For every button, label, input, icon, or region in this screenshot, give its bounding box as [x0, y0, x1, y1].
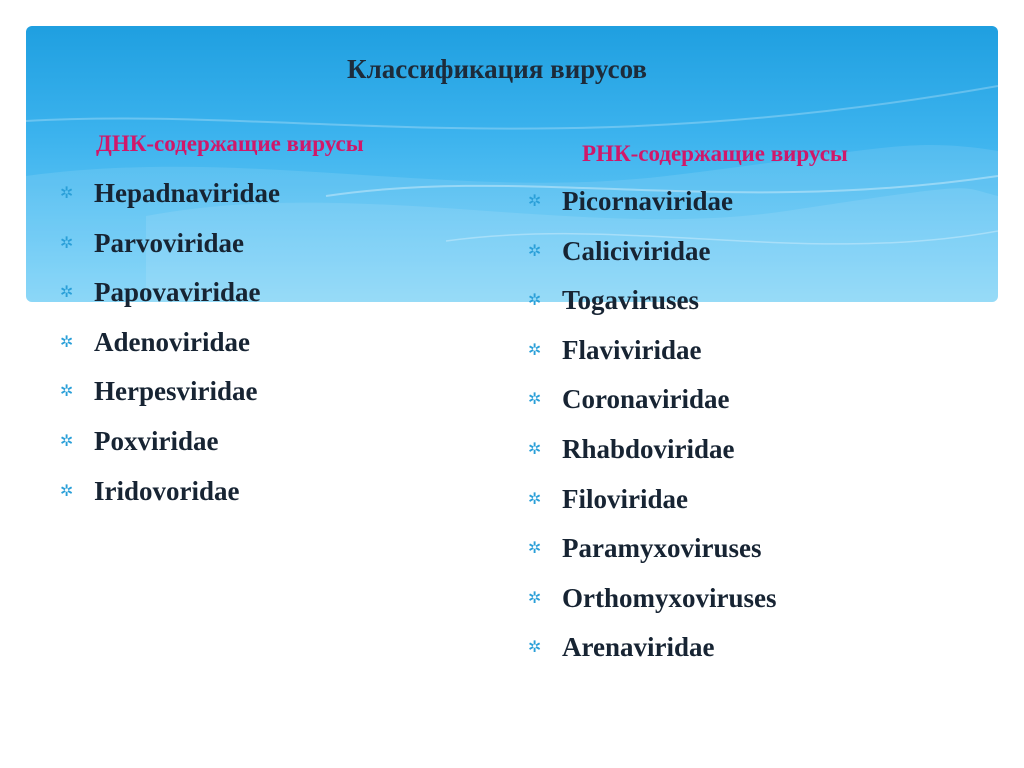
list-item — [60, 420, 280, 470]
bullet-icon: ✲ — [60, 430, 74, 450]
virus-name: Coronaviridae — [562, 384, 730, 415]
rna-virus-list — [528, 180, 776, 676]
virus-name: Parvoviridae — [94, 227, 244, 258]
bullet-icon: ✲ — [528, 637, 542, 657]
bullet-icon: ✲ — [60, 381, 74, 401]
rna-viruses-heading: РНК-содержащие вирусы — [582, 141, 848, 166]
bullet-icon: ✲ — [528, 438, 542, 458]
virus-name: Picornaviridae — [562, 186, 733, 216]
list-item — [528, 478, 776, 528]
bullet-icon: ✲ — [60, 232, 74, 252]
bullet-icon: ✲ — [528, 339, 542, 359]
list-item — [528, 626, 776, 676]
bullet-icon: ✲ — [60, 282, 74, 302]
virus-name: Flaviviridae — [562, 334, 702, 365]
bullet-icon: ✲ — [528, 587, 542, 607]
bullet-icon: ✲ — [60, 183, 74, 202]
bullet-icon: ✲ — [60, 480, 74, 500]
list-item — [528, 279, 776, 329]
virus-name: Rhabdoviridae — [562, 433, 735, 464]
list-item — [60, 271, 280, 321]
list-item — [60, 222, 280, 272]
virus-name: Iridovoridae — [94, 475, 240, 506]
slide-title: Классификация вирусов — [347, 54, 647, 84]
list-item — [60, 321, 280, 371]
bullet-icon: ✲ — [528, 240, 542, 260]
virus-name: Poxviridae — [94, 425, 219, 456]
bullet-icon: ✲ — [528, 538, 542, 558]
list-item — [528, 428, 776, 478]
bullet-icon: ✲ — [60, 331, 74, 351]
list-item — [528, 378, 776, 428]
list-item — [528, 329, 776, 379]
virus-name: Herpesviridae — [94, 376, 258, 407]
virus-name: Caliciviridae — [562, 235, 711, 266]
dna-viruses-heading: ДНК-содержащие вирусы — [96, 131, 364, 156]
virus-name: Paramyxoviruses — [562, 533, 762, 564]
virus-name: Papovaviridae — [94, 277, 261, 308]
bullet-icon: ✲ — [528, 191, 542, 210]
bullet-icon: ✲ — [528, 290, 542, 310]
virus-name: Orthomyxoviruses — [562, 582, 777, 613]
list-item — [60, 470, 280, 520]
list-item — [528, 527, 776, 577]
virus-name: Hepadnaviridae — [94, 178, 281, 208]
virus-name: Togaviruses — [562, 285, 700, 316]
list-item — [528, 230, 776, 280]
list-item — [528, 180, 776, 230]
virus-name: Filoviridae — [562, 483, 688, 514]
dna-virus-list — [60, 172, 280, 519]
virus-name: Adenoviridae — [94, 326, 251, 357]
list-item — [528, 577, 776, 627]
virus-name: Arenaviridae — [562, 632, 715, 663]
list-item — [60, 172, 280, 222]
list-item — [60, 370, 280, 420]
bullet-icon: ✲ — [528, 389, 542, 409]
bullet-icon: ✲ — [528, 488, 542, 508]
